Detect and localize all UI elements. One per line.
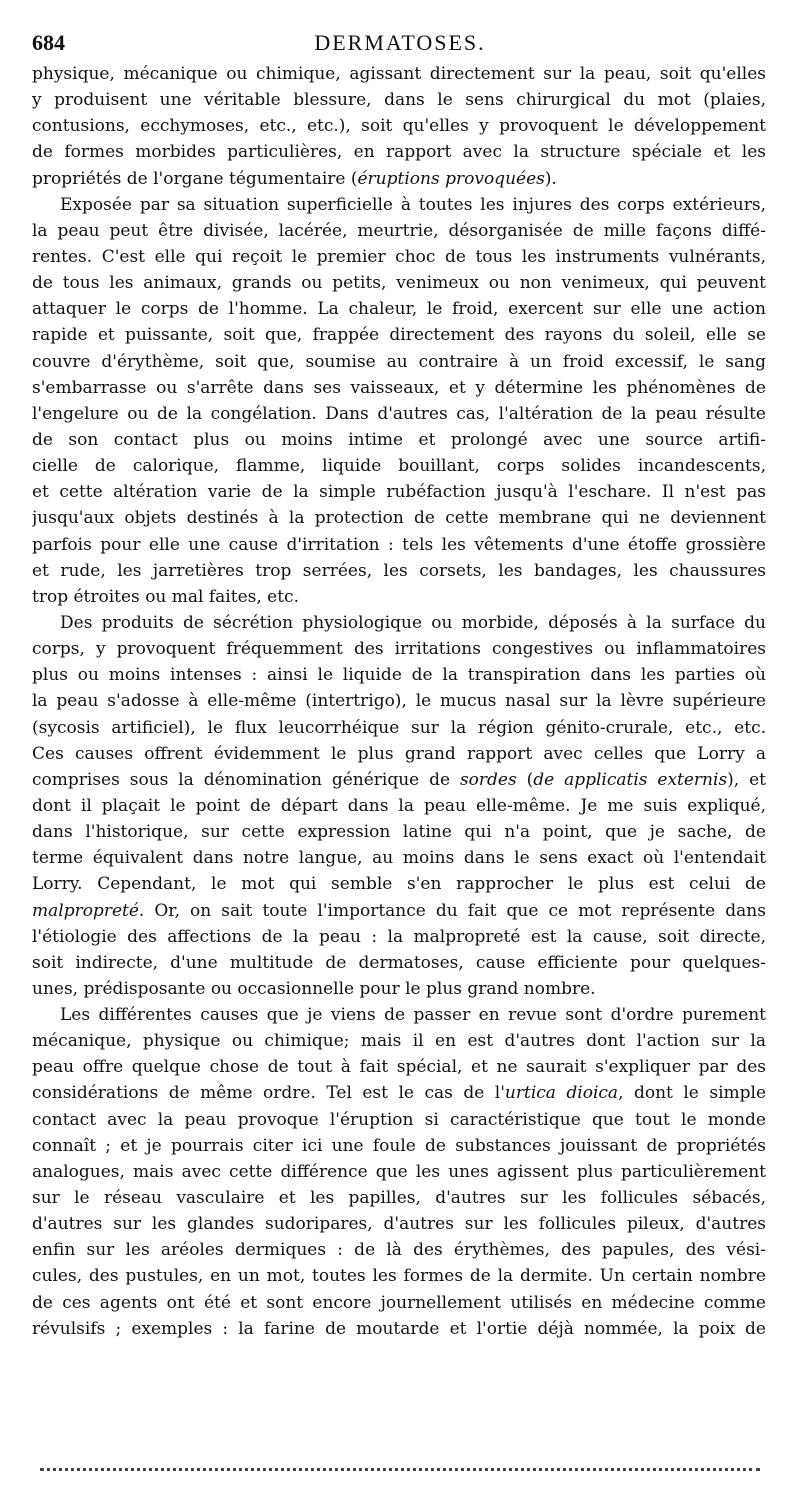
- text-fragment: ), et: [727, 769, 766, 790]
- text-line: la peau peut être divisée, lacérée, meurtrie, désorganisée de mille façons diffé-: [32, 220, 766, 241]
- text-fragment: propriétés de l'organe tégumentaire (: [32, 168, 358, 189]
- text-line: attaquer le corps de l'homme. La chaleur, le froid, exercent sur elle une action: [32, 299, 766, 320]
- text-line: et rude, les jarretières trop serrées, les corsets, les bandages, les chaussures: [32, 560, 766, 581]
- text-line: cules, des pustules, en un mot, toutes les formes de la dermite. Un certain nombre: [32, 1266, 766, 1287]
- text-line: et cette altération varie de la simple rubéfaction jusqu'à l'eschare. Il n'est pas: [32, 482, 766, 503]
- text-line: la peau s'adosse à elle-même (intertrigo), le mucus nasal sur la lèvre supérieure: [32, 691, 766, 712]
- running-title: DERMATOSES.: [314, 30, 486, 55]
- text-line: [32, 1080, 766, 1106]
- text-line: plus ou moins intenses : ainsi le liquide de la transpiration dans les parties où: [32, 665, 766, 686]
- text-line: [32, 898, 766, 924]
- text-line: révulsifs ; exemples : la farine de moutarde et l'ortie déjà nommée, la poix de: [32, 1318, 766, 1339]
- text-line: Ces causes offrent évidemment le plus grand rapport avec celles que Lorry a: [32, 743, 766, 764]
- text-line: physique, mécanique ou chimique, agissant directement sur la peau, soit qu'elles: [32, 64, 766, 84]
- text-line: peau offre quelque chose de tout à fait spécial, et ne saurait s'expliquer par des: [32, 1057, 766, 1078]
- text-line: trop étroites ou mal faites, etc.: [32, 586, 299, 607]
- italic-term: malpropreté: [32, 900, 139, 921]
- text-line: contact avec la peau provoque l'éruption si caractéristique que tout le monde: [32, 1109, 766, 1130]
- text-line: soit indirecte, d'une multitude de dermatoses, cause efficiente pour quelques-: [32, 952, 766, 973]
- text-line: s'embarrasse ou s'arrête dans ses vaisseaux, et y détermine les phénomènes de: [32, 377, 766, 398]
- text-line: unes, prédisposante ou occasionnelle pour le plus grand nombre.: [32, 978, 596, 999]
- text-line: analogues, mais avec cette différence que les unes agissent plus particulièrement: [32, 1161, 766, 1182]
- text-line: parfois pour elle une cause d'irritation : tels les vêtements d'une étoffe grossière: [32, 534, 766, 555]
- text-line: jusqu'aux objets destinés à la protection de cette membrane qui ne deviennent: [32, 508, 766, 529]
- text-line: contusions, ecchymoses, etc., etc.), soit qu'elles y provoquent le développement: [32, 116, 766, 137]
- text-line: de ces agents ont été et sont encore journellement utilisés en médecine comme: [32, 1292, 766, 1313]
- text-fragment: comprises sous la dénomination générique de: [32, 769, 460, 790]
- text-line: y produisent une véritable blessure, dans le sens chirurgical du mot (plaies,: [32, 90, 766, 111]
- text-line: l'engelure ou de la congélation. Dans d'autres cas, l'altération de la peau résulte: [32, 403, 766, 424]
- text-line: Lorry. Cependant, le mot qui semble s'en rapprocher le plus est celui de: [32, 874, 766, 895]
- text-line: [32, 166, 766, 192]
- text-line: corps, y provoquent fréquemment des irritations congestives ou inflammatoires: [32, 639, 766, 660]
- text-line: l'étiologie des affections de la peau : la malpropreté est la cause, soit directe,: [32, 926, 766, 947]
- italic-term: de applicatis externis: [533, 769, 728, 790]
- text-line: couvre d'érythème, soit que, soumise au contraire à un froid excessif, le sang: [32, 351, 766, 372]
- bottom-dotted-rule: [40, 1468, 760, 1471]
- italic-term: urtica dioica: [504, 1083, 619, 1104]
- text-line: cielle de calorique, flamme, liquide bouillant, corps solides incandescents,: [32, 456, 766, 477]
- text-line: de formes morbides particulières, en rapport avec la structure spéciale et les: [32, 142, 766, 163]
- italic-term: éruptions provoquées: [357, 168, 545, 189]
- text-line: [32, 767, 766, 793]
- text-fragment: ).: [544, 168, 557, 189]
- text-line: enfin sur les aréoles dermiques : de là des érythèmes, des papules, des vési-: [32, 1240, 766, 1261]
- text-fragment: , dont le simple: [618, 1083, 766, 1104]
- text-line: (sycosis artificiel), le flux leucorrhéique sur la région génito-crurale, etc., etc.: [32, 717, 766, 738]
- text-line: Exposée par sa situation superficielle à toutes les injures des corps extérieurs,: [60, 194, 766, 215]
- page-number: 684: [32, 30, 65, 55]
- text-line: de tous les animaux, grands ou petits, venimeux ou non venimeux, qui peuvent: [32, 273, 766, 294]
- text-fragment: . Or, on sait toute l'importance du fait que ce mot représente dans: [138, 900, 766, 921]
- text-line: rentes. C'est elle qui reçoit le premier choc de tous les instruments vulnérants,: [32, 246, 766, 267]
- text-line: connaît ; et je pourrais citer ici une foule de substances jouissant de propriétés: [32, 1135, 766, 1156]
- text-line: rapide et puissante, soit que, frappée directement des rayons du soleil, elle se: [32, 325, 766, 346]
- italic-term: sordes: [459, 769, 517, 790]
- text-line: Les différentes causes que je viens de passer en revue sont d'ordre purement: [60, 1005, 766, 1026]
- text-line: dans l'historique, sur cette expression latine qui n'a point, que je sache, de: [32, 822, 766, 843]
- text-line: terme équivalent dans notre langue, au moins dans le sens exact où l'entendait: [32, 848, 766, 869]
- running-head: [32, 30, 768, 56]
- text-line: d'autres sur les glandes sudoripares, d'autres sur les follicules pileux, d'autres: [32, 1214, 766, 1235]
- text-body: [32, 61, 766, 1342]
- text-fragment: considérations de même ordre. Tel est le cas de l': [32, 1083, 505, 1104]
- text-line: sur le réseau vasculaire et les papilles, d'autres sur les follicules sébacés,: [32, 1188, 766, 1209]
- text-line: de son contact plus ou moins intime et prolongé avec une source artifi-: [32, 429, 766, 450]
- text-line: mécanique, physique ou chimique; mais il en est d'autres dont l'action sur la: [32, 1031, 766, 1052]
- text-fragment: (: [516, 769, 534, 790]
- text-line: dont il plaçait le point de départ dans la peau elle-même. Je me suis expliqué,: [32, 795, 766, 816]
- text-line: Des produits de sécrétion physiologique ou morbide, déposés à la surface du: [60, 612, 766, 633]
